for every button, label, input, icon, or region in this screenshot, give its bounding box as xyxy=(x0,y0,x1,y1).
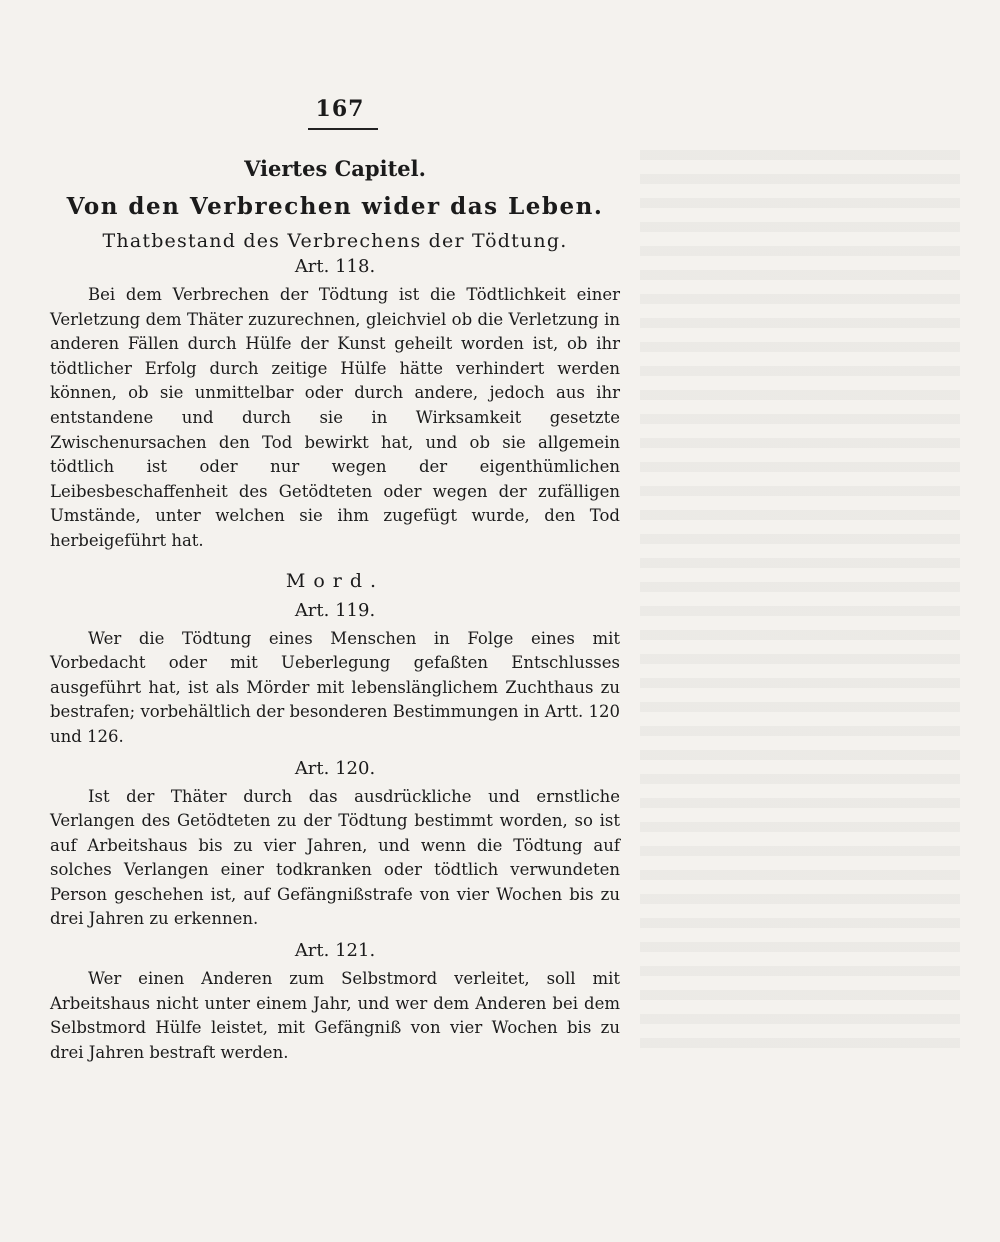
article-number: Art. 120. xyxy=(294,757,376,779)
article-text: Wer einen Anderen zum Selbstmord verleitet, soll mit Arbeitshaus nicht unter einem Jahr, und wer dem Anderen bei dem Selbstmord Hülfe leistet, mit Gefängniß von vier Wochen bis zu drei Jahren bestraft werden. xyxy=(50,969,620,1062)
article-number: Art. 119. xyxy=(294,599,376,621)
chapter-heading: Viertes Capitel. xyxy=(244,156,426,181)
page-number-rule xyxy=(308,128,378,130)
page-number: 167 xyxy=(315,96,365,122)
section-heading-mord: Mord. xyxy=(285,569,385,592)
article-text: Bei dem Verbrechen der Tödtung ist die Tödtlichkeit einer Verletzung dem Thäter zuzurechnen, gleichviel ob die Verletzung in anderen Fällen durch Hülfe der Kunst geheilt worden ist, ob ihr tödtlicher Erfolg durch zeitige Hülfe hätte verhindert werden können, ob sie unmittelbar oder durch andere, jedoch aus ihr entstandene und durch sie in Wirksamkeit gesetzte Zwischenursachen den Tod bewirkt hat, und ob sie allgemein tödtlich ist oder nur wegen der eigenthümlichen Leibesbeschaffenheit des Getödteten oder wegen der zufälligen Umstände, unter welchen sie ihm zugefügt wurde, den Tod herbeigeführt hat. xyxy=(50,285,620,550)
article-text: Wer die Tödtung eines Menschen in Folge eines mit Vorbedacht oder mit Ueberlegung gefaßten Entschlusses ausgeführt hat, ist als Mörder mit lebenslänglichem Zuchthaus zu bestrafen; vorbehältlich der besonderen Bestimmungen in Artt. 120 und 126. xyxy=(50,628,620,746)
bleed-through-texture xyxy=(640,150,960,1050)
article-number: Art. 118. xyxy=(294,256,376,277)
article-text: Ist der Thäter durch das ausdrückliche und ernstliche Verlangen des Getödteten zu der Tödtung bestimmt worden, so ist auf Arbeitshaus bis zu vier Jahren, und wenn die Tödtung auf solches Verlangen einer todkranken oder tödtlich verwundeten Person geschehen ist, auf Gefängnißstrafe von vier Wochen bis zu drei Jahren zu erkennen. xyxy=(50,786,620,929)
chapter-title: Von den Verbrechen wider das Leben. xyxy=(66,193,604,220)
section-subtitle: Thatbestand des Verbrechens der Tödtung. xyxy=(102,230,568,252)
text-column xyxy=(50,96,620,1065)
article-number: Art. 121. xyxy=(294,940,376,962)
